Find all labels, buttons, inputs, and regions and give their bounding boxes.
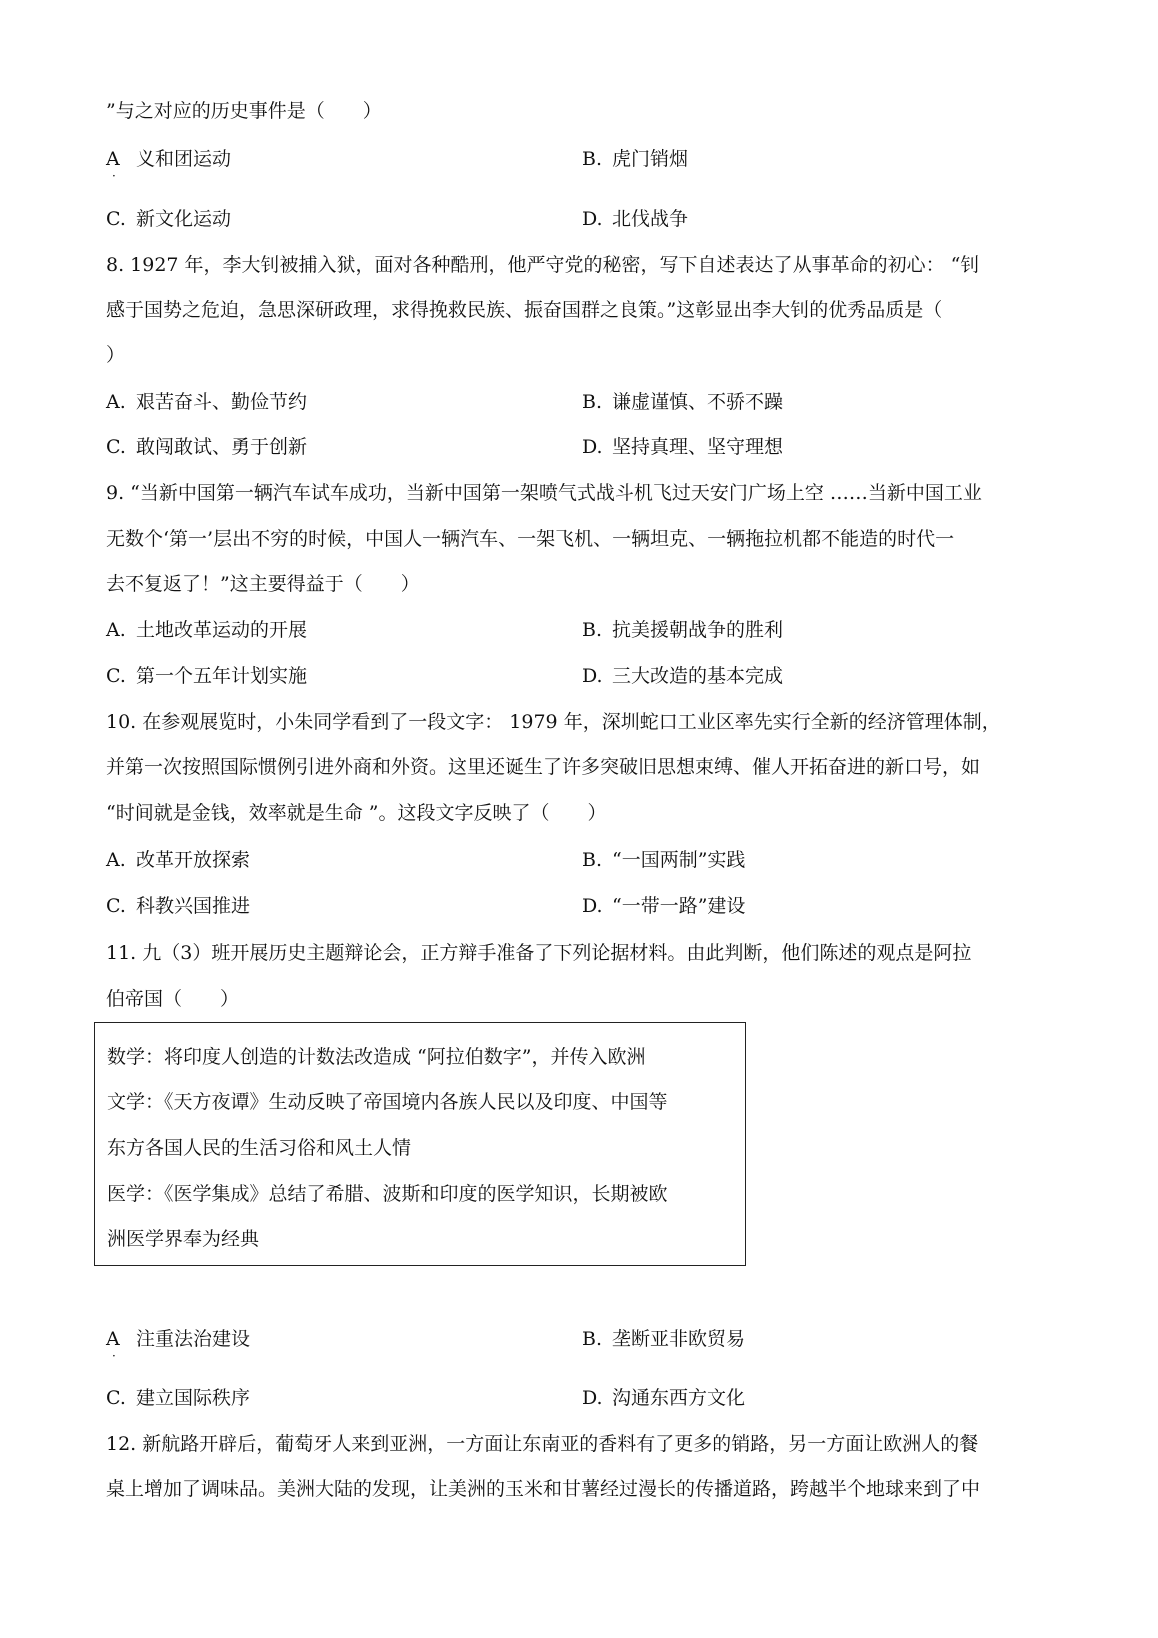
option-text: 义和团运动	[136, 148, 232, 170]
option-key: C.	[106, 1387, 126, 1409]
option-text: 沟通东西方文化	[612, 1387, 746, 1409]
option-text: 三大改造的基本完成	[612, 665, 784, 687]
option-text: “一国两制”实践	[612, 849, 746, 871]
option-key: A.	[106, 849, 126, 871]
q9-option-a	[106, 618, 307, 642]
q10-line: 10. 在参观展览时，小朱同学看到了一段文字： 1979 年，深圳蛇口工业区率先实行全新的经济管理体制，	[106, 711, 1001, 733]
option-key: A.	[106, 619, 126, 641]
option-key: D.	[582, 895, 603, 917]
option-key: C.	[106, 436, 126, 458]
q7-stem-tail: ”与之对应的历史事件是（ ）	[106, 100, 382, 122]
q8-line: 8. 1927 年，李大钊被捕入狱，面对各种酷刑，他严守党的秘密，写下自述表达了从事革命的初心： “钊	[106, 254, 980, 276]
q9-line: 9. “当新中国第一辆汽车试车成功，当新中国第一架喷气式战斗机飞过天安门广场上空 ……当新中国工业	[106, 482, 982, 504]
option-text: 虎门销烟	[612, 148, 689, 170]
q10-line: 并第一次按照国际惯例引进外商和外资。这里还诞生了许多突破旧思想束缚、催人开拓奋进的新口号，如	[106, 756, 981, 778]
option-text: 艰苦奋斗、勤俭节约	[136, 391, 308, 413]
q8-option-b	[582, 390, 783, 414]
option-text: 第一个五年计划实施	[136, 665, 308, 687]
option-key: C.	[106, 208, 126, 230]
option-key: D.	[582, 1387, 603, 1409]
option-key: D.	[582, 436, 603, 458]
option-text: 垄断亚非欧贸易	[612, 1328, 746, 1350]
q7-option-a	[106, 147, 231, 171]
option-key: C.	[106, 895, 126, 917]
option-text: 注重法治建设	[136, 1328, 251, 1350]
option-text: “一带一路”建设	[612, 895, 746, 917]
option-key: A	[106, 1328, 120, 1350]
q10-line: “时间就是金钱，效率就是生命 ”。这段文字反映了（ ）	[106, 802, 607, 824]
q9-line: 无数个‘第一’层出不穷的时候，中国人一辆汽车、一架飞机、一辆坦克、一辆拖拉机都不能造的时代一	[106, 528, 955, 550]
q8-option-d	[582, 435, 783, 459]
q11-option-d	[582, 1386, 745, 1410]
q10-option-a	[106, 848, 250, 872]
option-key: B.	[582, 148, 603, 170]
q7-option-d	[582, 207, 688, 231]
q8-option-c	[106, 435, 307, 459]
q9-line: 去不复返了！”这主要得益于（ ）	[106, 573, 420, 595]
q8-line: ）	[106, 344, 126, 366]
q9-option-b	[582, 618, 783, 642]
material-box	[94, 1022, 746, 1266]
q10-option-d	[582, 894, 745, 918]
q12-line: 桌上增加了调味品。美洲大陆的发现，让美洲的玉米和甘薯经过漫长的传播道路，跨越半个地球来到了中	[106, 1478, 981, 1500]
option-key: B.	[582, 391, 603, 413]
material-line: 洲医学界奉为经典	[107, 1228, 260, 1250]
q10-option-c	[106, 894, 250, 918]
option-key: D.	[582, 665, 603, 687]
option-text: 土地改革运动的开展	[136, 619, 308, 641]
option-text: 抗美援朝战争的胜利	[612, 619, 784, 641]
q7-option-b	[582, 147, 688, 171]
q7-option-c	[106, 207, 231, 231]
q11-line: 伯帝国（ ）	[106, 988, 240, 1010]
q8-line: 感于国势之危迫，急思深研政理，求得挽救民族、振奋国群之良策。”这彰显出李大钊的优秀品质是（	[106, 299, 943, 321]
dot-mark: ·	[112, 1349, 116, 1363]
option-text: 坚持真理、坚守理想	[612, 436, 784, 458]
material-line: 医学：《医学集成》总结了希腊、波斯和印度的医学知识，长期被欧	[107, 1183, 668, 1205]
option-text: 北伐战争	[612, 208, 689, 230]
option-key: B.	[582, 849, 603, 871]
option-text: 建立国际秩序	[136, 1387, 251, 1409]
option-text: 改革开放探索	[136, 849, 251, 871]
q9-option-c	[106, 664, 307, 688]
option-key: A	[106, 148, 120, 170]
dot-mark: ·	[112, 169, 116, 183]
option-text: 新文化运动	[136, 208, 232, 230]
option-text: 敢闯敢试、勇于创新	[136, 436, 308, 458]
material-line: 东方各国人民的生活习俗和风土人情	[107, 1137, 412, 1159]
q9-option-d	[582, 664, 783, 688]
option-key: A.	[106, 391, 126, 413]
q11-option-c	[106, 1386, 250, 1410]
option-key: C.	[106, 665, 126, 687]
material-line: 数学：将印度人创造的计数法改造成 “阿拉伯数字”，并传入欧洲	[107, 1046, 646, 1068]
q11-option-a	[106, 1327, 250, 1351]
material-line: 文学：《天方夜谭》生动反映了帝国境内各族人民以及印度、中国等	[107, 1091, 668, 1113]
q11-option-b	[582, 1327, 745, 1351]
option-key: B.	[582, 1328, 603, 1350]
q12-line: 12. 新航路开辟后，葡萄牙人来到亚洲，一方面让东南亚的香料有了更多的销路，另一方面让欧洲人的餐	[106, 1433, 979, 1455]
q11-line: 11. 九（3）班开展历史主题辩论会，正方辩手准备了下列论据材料。由此判断，他们陈述的观点是阿拉	[106, 942, 972, 964]
q8-option-a	[106, 390, 307, 414]
q10-option-b	[582, 848, 745, 872]
option-key: D.	[582, 208, 603, 230]
option-text: 科教兴国推进	[136, 895, 251, 917]
option-key: B.	[582, 619, 603, 641]
option-text: 谦虚谨慎、不骄不躁	[612, 391, 784, 413]
